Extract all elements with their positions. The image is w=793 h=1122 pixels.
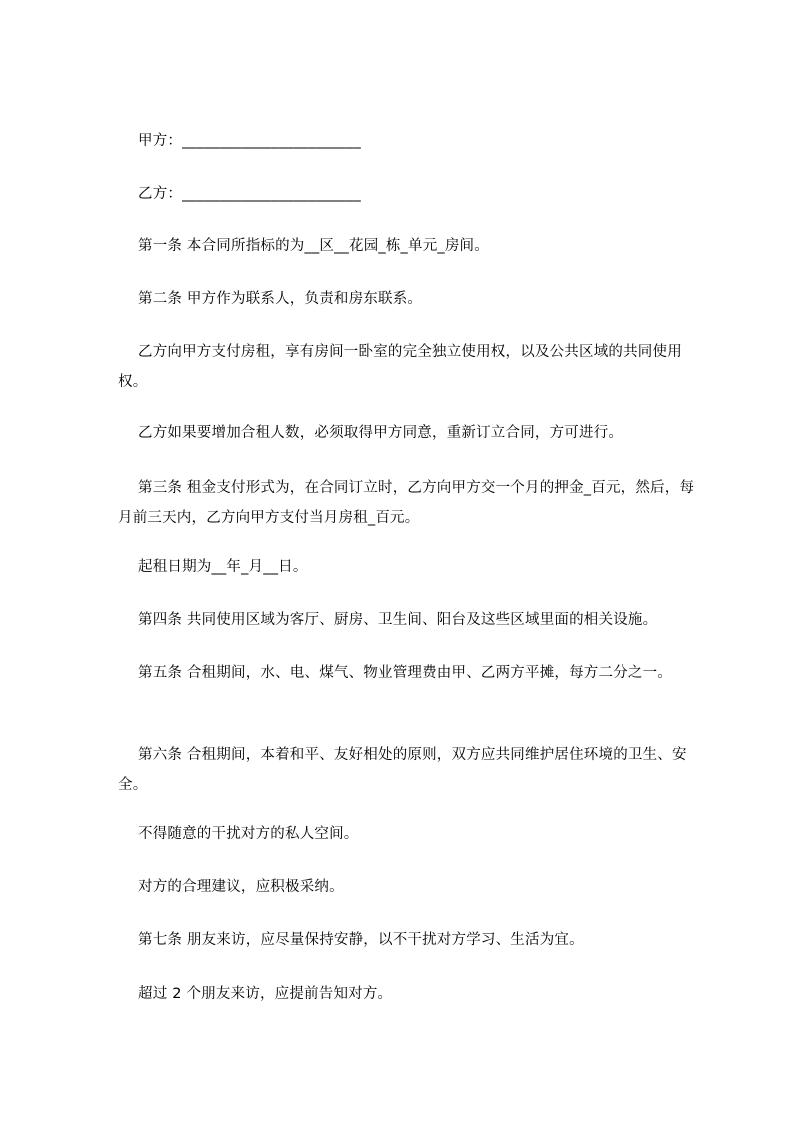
paragraph-visitors: 超过 2 个朋友来访，应提前告知对方。 <box>138 986 393 1002</box>
paragraph-start-date: 起租日期为__年_月__日。 <box>138 559 308 575</box>
paragraph-add-tenants: 乙方如果要增加合租人数，必须取得甲方同意，重新订立合同，方可进行。 <box>138 425 624 441</box>
article-6: 第六条 合租期间，本着和平、友好相处的原则，双方应共同维护居住环境的卫生、安全。 <box>118 747 687 793</box>
paragraph-use-rights: 乙方向甲方支付房租，享有房间一卧室的完全独立使用权，以及公共区域的共同使用权。 <box>118 344 682 390</box>
party-b-line: 乙方：________________________ <box>138 186 361 202</box>
article-2: 第二条 甲方作为联系人，负责和房东联系。 <box>138 291 423 307</box>
article-7: 第七条 朋友来访，应尽量保持安静，以不干扰对方学习、生活为宜。 <box>138 932 584 948</box>
article-5: 第五条 合租期间，水、电、煤气、物业管理费由甲、乙两方平摊，每方二分之一。 <box>138 665 673 681</box>
article-1: 第一条 本合同所指标的为__区__花园_栋_单元_房间。 <box>138 238 489 254</box>
article-3: 第三条 租金支付形式为，在合同订立时，乙方向甲方交一个月的押金_百元，然后，每月前三天内，乙方向甲方支付当月房租_百元。 <box>118 480 695 526</box>
article-4: 第四条 共同使用区域为客厅、厨房、卫生间、阳台及这些区域里面的相关设施。 <box>138 612 658 628</box>
paragraph-suggestions: 对方的合理建议，应积极采纳。 <box>138 879 344 895</box>
paragraph-privacy: 不得随意的干扰对方的私人空间。 <box>138 826 359 842</box>
party-a-line: 甲方：________________________ <box>138 133 361 149</box>
